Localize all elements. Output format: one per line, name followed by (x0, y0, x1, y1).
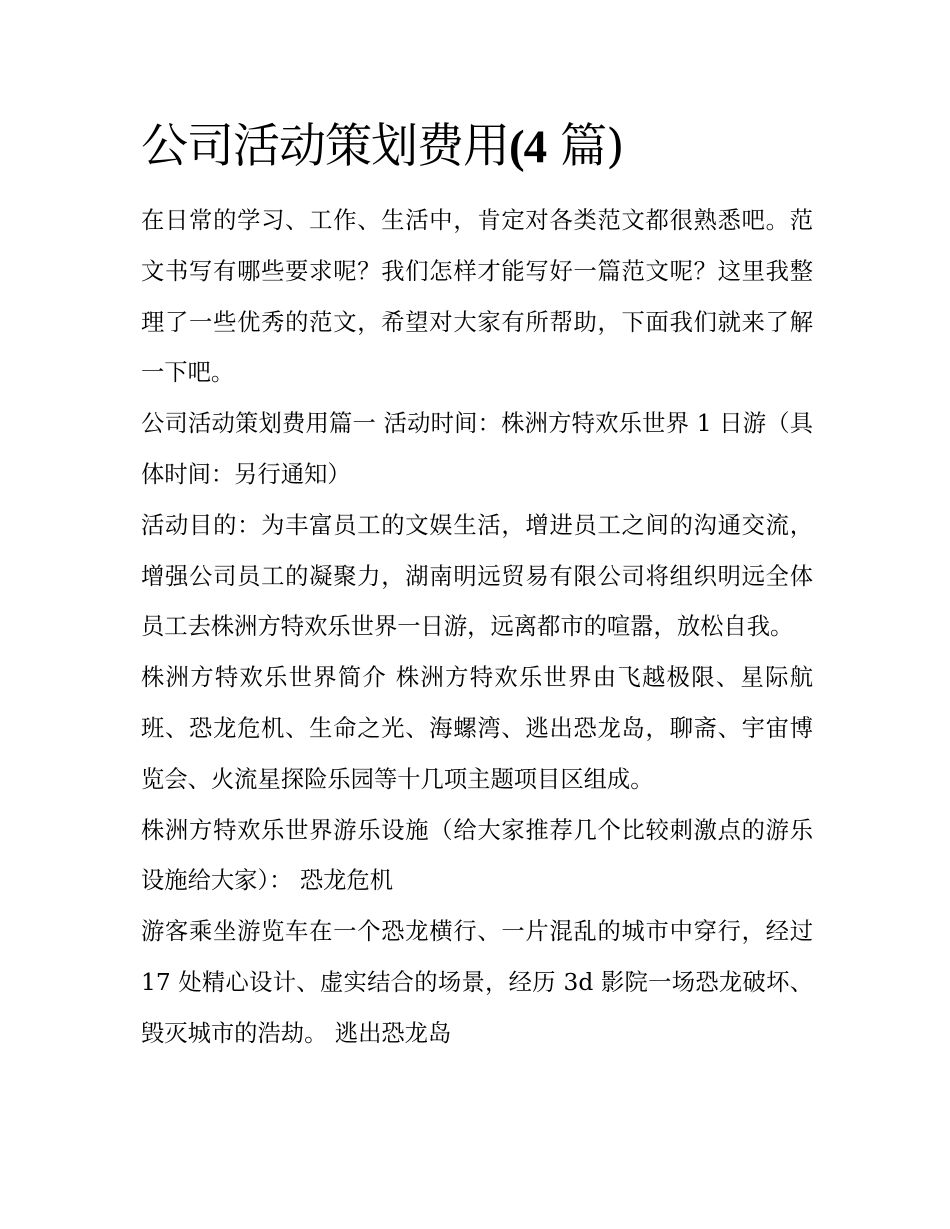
document-body (141, 196, 813, 1060)
paragraph-dinosaur-ride: 游客乘坐游览车在一个恐龙横行、一片混乱的城市中穿行，经过 17 处精心设计、虚实结合的场景，经历 3d 影院一场恐龙破坏、毁灭城市的浩劫。 逃出恐龙岛 (141, 918, 813, 1047)
paragraph-activity-time: 公司活动策划费用篇一 活动时间：株洲方特欢乐世界 1 日游（具体时间：另行通知） (141, 410, 813, 488)
document-title (141, 116, 623, 178)
title-suffix: 篇) (546, 119, 624, 174)
paragraph-facilities: 株洲方特欢乐世界游乐设施（给大家推荐几个比较刺激点的游乐设施给大家）： 恐龙危机 (141, 816, 813, 895)
title-text: 公司活动策划费用 (141, 119, 509, 174)
paragraph-intro: 在日常的学习、工作、生活中，肯定对各类范文都很熟悉吧。范文书写有哪些要求呢？我们怎样才能写好一篇范文呢？这里我整理了一些优秀的范文，希望对大家有所帮助，下面我们就来了解一下吧。 (141, 207, 813, 387)
paragraph-activity-purpose: 活动目的：为丰富员工的文娱生活，增进员工之间的沟通交流，增强公司员工的凝聚力，湖南明远贸易有限公司将组织明远全体员工去株洲方特欢乐世界一日游，远离都市的喧嚣，放松自我。 (141, 511, 813, 641)
title-count: (4 (509, 121, 547, 173)
paragraph-park-intro: 株洲方特欢乐世界简介 株洲方特欢乐世界由飞越极限、星际航班、恐龙危机、生命之光、海螺湾、逃出恐龙岛，聊斋、宇宙博览会、火流星探险乐园等十几项主题项目区组成。 (141, 664, 813, 793)
